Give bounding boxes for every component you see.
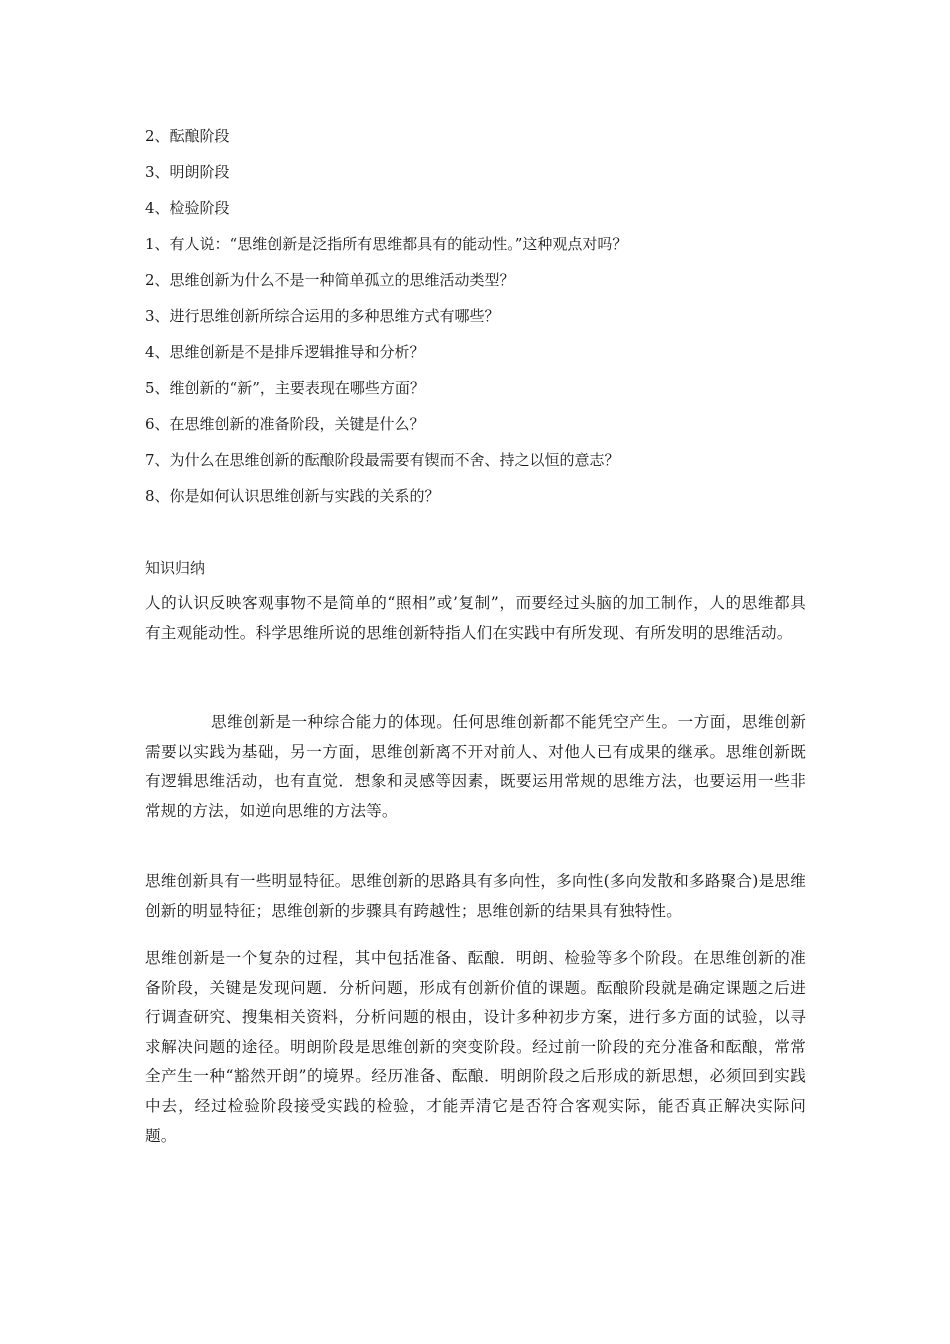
section-heading: 知识归纳 bbox=[145, 559, 206, 577]
question-item: 6、在思维创新的准备阶段，关键是什么？ bbox=[145, 415, 425, 433]
summary-paragraph: 人的认识反映客观事物不是简单的“照相”或’复制”，而要经过头脑的加工制作，人的思维都具有主观能动性。科学思维所说的思维创新特指人们在实践中有所发现、有所发明的思维活动。 bbox=[145, 594, 806, 642]
summary-paragraph: 思维创新是一种综合能力的体现。任何思维创新都不能凭空产生。一方面，思维创新需要以实践为基础，另一方面，思维创新离不开对前人、对他人已有成果的继承。思维创新既有逻辑思维活动，也有直觉．想象和灵感等因素，既要运用常规的思维方法，也要运用一些非常规的方法，如逆向思维的方法等。 bbox=[145, 713, 806, 820]
stage-item: 2、酝酿阶段 bbox=[145, 127, 230, 145]
summary-paragraph: 思维创新是一个复杂的过程，其中包括准备、酝酿．明朗、检验等多个阶段。在思维创新的准备阶段，关键是发现问题．分析问题，形成有创新价值的课题。酝酿阶段就是确定课题之后进行调查研究、搜集相关资料，分析问题的根由，设计多种初步方案，进行多方面的试验，以寻求解决问题的途径。明朗阶段是思维创新的突变阶段。经过前一阶段的充分准备和酝酿，常常全产生一种“豁然开朗”的境界。经历准备、酝酿．明朗阶段之后形成的新思想，必须回到实践中去，经过检验阶段接受实践的检验，才能弄清它是否符合客观实际，能否真正解决实际问题。 bbox=[145, 949, 806, 1145]
question-item: 3、进行思维创新所综合运用的多种思维方式有哪些？ bbox=[145, 307, 500, 325]
summary-paragraph: 思维创新具有一些明显特征。思维创新的思路具有多向性，多向性(多向发散和多路聚合)是思维创新的明显特征；思维创新的步骤具有跨越性；思维创新的结果具有独特性。 bbox=[145, 872, 806, 920]
question-item: 4、思维创新是不是排斥逻辑推导和分析？ bbox=[145, 343, 425, 361]
question-item: 7、为什么在思维创新的酝酿阶段最需要有锲而不舍、持之以恒的意志？ bbox=[145, 451, 620, 469]
question-item: 2、思维创新为什么不是一种简单孤立的思维活动类型？ bbox=[145, 271, 515, 289]
question-item: 1、有人说：“思维创新是泛指所有思维都具有的能动性。”这种观点对吗？ bbox=[145, 235, 628, 253]
stage-item: 3、明朗阶段 bbox=[145, 163, 230, 181]
question-item: 5、维创新的“新”，主要表现在哪些方面？ bbox=[145, 379, 425, 397]
question-item: 8、你是如何认识思维创新与实践的关系的？ bbox=[145, 487, 440, 505]
stage-item: 4、检验阶段 bbox=[145, 199, 230, 217]
